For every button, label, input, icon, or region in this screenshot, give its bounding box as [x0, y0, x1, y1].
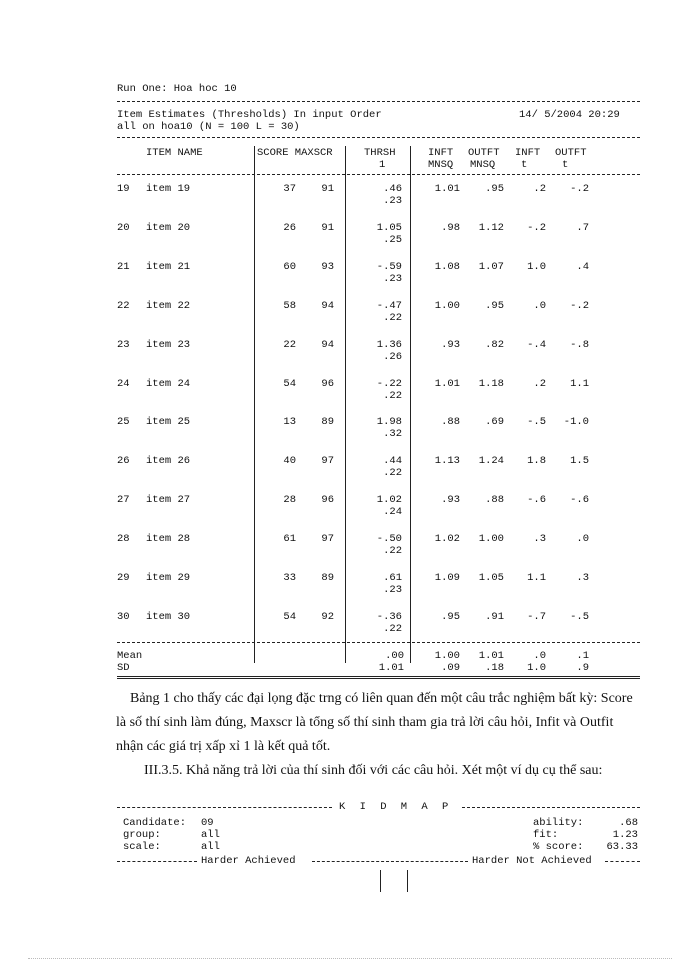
item-number: 21	[117, 261, 130, 273]
mean-inft-t: .0	[533, 650, 546, 662]
item-number: 26	[117, 455, 130, 467]
item-infit-t: .2	[533, 378, 546, 390]
item-outfit-t: -.6	[570, 494, 589, 506]
item-score: 26	[283, 222, 296, 234]
harder-not-achieved-label: Harder Not Achieved	[472, 855, 592, 867]
item-outfit-t: 1.5	[570, 455, 589, 467]
item-name: item 24	[146, 378, 191, 390]
item-threshold: -.50	[376, 533, 402, 545]
item-outfit-mnsq: .95	[485, 183, 504, 195]
item-outfit-mnsq: 1.24	[478, 455, 504, 467]
item-maxscr: 91	[321, 183, 334, 195]
table-header-rule	[117, 174, 640, 175]
mean-outft-mnsq: 1.01	[478, 650, 504, 662]
item-infit-mnsq: .95	[441, 611, 460, 623]
item-outfit-mnsq: .69	[485, 416, 504, 428]
item-name: item 23	[146, 339, 191, 351]
item-outfit-t: .3	[576, 572, 589, 584]
sd-label: SD	[117, 662, 130, 674]
col-thrsh-sub: 1	[379, 159, 386, 171]
header-rule-top	[117, 101, 640, 102]
item-infit-mnsq: 1.01	[434, 378, 460, 390]
item-threshold-error: .24	[383, 506, 402, 518]
item-maxscr: 89	[321, 416, 334, 428]
item-infit-t: 1.8	[527, 455, 546, 467]
kidmap-axis-left	[380, 870, 381, 892]
fit-value: 1.23	[612, 829, 638, 841]
item-outfit-t: -.2	[570, 300, 589, 312]
item-name: item 30	[146, 611, 191, 623]
item-threshold-error: .22	[383, 545, 402, 557]
score-value: 63.33	[606, 841, 638, 853]
item-infit-mnsq: 1.01	[434, 183, 460, 195]
kidmap-title-rule	[117, 800, 640, 814]
item-score: 54	[283, 611, 296, 623]
col-inft-t: INFT	[515, 147, 541, 159]
item-infit-mnsq: .93	[441, 494, 460, 506]
col-thrsh: THRSH	[364, 147, 396, 159]
col-outft-t: OUTFT	[555, 147, 587, 159]
paragraph-table-explanation: Bảng 1 cho thấy các đại lọng đặc trng có liên quan đến một câu trắc nghiệm bất kỳ: Score là số thí sinh làm đúng, Maxscr là tổng số thí sinh tham gia trả lời câu hỏi, Infit và Outfit nhận các giá trị xấp xỉ 1 là kết quả tốt.	[116, 691, 633, 754]
item-name: item 28	[146, 533, 191, 545]
item-threshold-error: .22	[383, 467, 402, 479]
item-maxscr: 97	[321, 533, 334, 545]
item-threshold-error: .22	[383, 312, 402, 324]
item-score: 40	[283, 455, 296, 467]
item-score: 22	[283, 339, 296, 351]
item-maxscr: 94	[321, 300, 334, 312]
group-value: all	[201, 829, 220, 841]
item-outfit-t: -1.0	[563, 416, 589, 428]
item-name: item 22	[146, 300, 191, 312]
item-infit-t: -.2	[527, 222, 546, 234]
sd-inft-t: 1.0	[527, 662, 546, 674]
mean-thrsh: .00	[385, 650, 404, 662]
item-infit-mnsq: .93	[441, 339, 460, 351]
item-threshold: -.22	[376, 378, 402, 390]
item-infit-t: -.4	[527, 339, 546, 351]
item-infit-t: 1.1	[527, 572, 546, 584]
score-label: % score:	[533, 841, 584, 853]
sd-outft-t: .9	[576, 662, 589, 674]
paragraph-section-heading: III.3.5. Khả năng trả lời của thí sinh đối với các câu hỏi. Xét một ví dụ cụ thể sau:	[144, 763, 603, 778]
item-threshold: 1.36	[376, 339, 402, 351]
scale-label: scale:	[123, 841, 161, 853]
group-label: group:	[123, 829, 161, 841]
item-maxscr: 97	[321, 455, 334, 467]
item-score: 13	[283, 416, 296, 428]
mean-outft-t: .1	[576, 650, 589, 662]
item-number: 22	[117, 300, 130, 312]
item-threshold: -.59	[376, 261, 402, 273]
item-outfit-mnsq: 1.07	[478, 261, 504, 273]
item-name: item 20	[146, 222, 191, 234]
item-threshold-error: .25	[383, 234, 402, 246]
item-name: item 19	[146, 183, 191, 195]
sd-thrsh: 1.01	[378, 662, 404, 674]
col-divider-2	[345, 146, 346, 663]
fit-label: fit:	[533, 829, 559, 841]
item-infit-t: .2	[533, 183, 546, 195]
col-item-name: ITEM NAME	[146, 147, 203, 159]
table-end-rule	[117, 676, 640, 679]
item-number: 19	[117, 183, 130, 195]
item-infit-mnsq: 1.02	[434, 533, 460, 545]
item-threshold: .61	[383, 572, 402, 584]
item-infit-t: -.6	[527, 494, 546, 506]
page-bottom-divider	[28, 958, 672, 959]
item-maxscr: 92	[321, 611, 334, 623]
item-number: 23	[117, 339, 130, 351]
item-score: 61	[283, 533, 296, 545]
item-name: item 29	[146, 572, 191, 584]
item-number: 28	[117, 533, 130, 545]
item-score: 58	[283, 300, 296, 312]
run-title: Run One: Hoa hoc 10	[117, 83, 237, 95]
item-threshold: 1.98	[376, 416, 402, 428]
item-score: 33	[283, 572, 296, 584]
sd-inft-mnsq: .09	[441, 662, 460, 674]
item-number: 30	[117, 611, 130, 623]
item-infit-t: .0	[533, 300, 546, 312]
item-outfit-mnsq: 1.00	[478, 533, 504, 545]
col-divider-3	[410, 146, 411, 663]
item-infit-t: -.7	[527, 611, 546, 623]
item-infit-mnsq: .98	[441, 222, 460, 234]
item-outfit-t: -.5	[570, 611, 589, 623]
col-outft-mnsq-sub: MNSQ	[470, 159, 496, 171]
ability-label: ability:	[533, 817, 584, 829]
item-threshold-error: .22	[383, 390, 402, 402]
kidmap-axis-right	[407, 870, 408, 892]
item-outfit-t: 1.1	[570, 378, 589, 390]
col-divider-1	[254, 146, 255, 663]
summary-rule	[117, 642, 640, 643]
item-name: item 21	[146, 261, 191, 273]
item-outfit-t: -.2	[570, 183, 589, 195]
col-inft-t-sub: t	[521, 159, 528, 171]
item-threshold: 1.05	[376, 222, 402, 234]
item-maxscr: 91	[321, 222, 334, 234]
item-number: 27	[117, 494, 130, 506]
col-outft-mnsq: OUTFT	[468, 147, 500, 159]
scale-value: all	[201, 841, 220, 853]
item-score: 60	[283, 261, 296, 273]
item-number: 20	[117, 222, 130, 234]
item-infit-mnsq: 1.00	[434, 300, 460, 312]
item-outfit-mnsq: .95	[485, 300, 504, 312]
item-infit-mnsq: 1.13	[434, 455, 460, 467]
item-threshold: 1.02	[376, 494, 402, 506]
item-infit-mnsq: .88	[441, 416, 460, 428]
item-name: item 27	[146, 494, 191, 506]
col-inft-mnsq-sub: MNSQ	[428, 159, 454, 171]
harder-achieved-label: Harder Achieved	[201, 855, 296, 867]
col-score-maxscr: SCORE MAXSCR	[257, 147, 333, 159]
item-outfit-mnsq: .82	[485, 339, 504, 351]
col-inft-mnsq: INFT	[428, 147, 454, 159]
item-name: item 25	[146, 416, 191, 428]
item-maxscr: 96	[321, 378, 334, 390]
item-number: 29	[117, 572, 130, 584]
harder-rule	[117, 854, 640, 868]
item-threshold-error: .23	[383, 273, 402, 285]
item-outfit-t: .7	[576, 222, 589, 234]
item-outfit-mnsq: 1.05	[478, 572, 504, 584]
item-infit-mnsq: 1.08	[434, 261, 460, 273]
item-threshold: -.47	[376, 300, 402, 312]
item-score: 37	[283, 183, 296, 195]
item-outfit-t: .4	[576, 261, 589, 273]
item-outfit-mnsq: 1.12	[478, 222, 504, 234]
item-name: item 26	[146, 455, 191, 467]
item-threshold-error: .23	[383, 195, 402, 207]
item-outfit-mnsq: 1.18	[478, 378, 504, 390]
item-infit-t: -.5	[527, 416, 546, 428]
item-maxscr: 93	[321, 261, 334, 273]
item-threshold-error: .32	[383, 428, 402, 440]
col-outft-t-sub: t	[562, 159, 569, 171]
item-threshold-error: .26	[383, 351, 402, 363]
sd-outft-mnsq: .18	[485, 662, 504, 674]
candidate-value: 09	[201, 817, 214, 829]
kidmap-title: K I D M A P	[339, 801, 453, 813]
item-threshold-error: .22	[383, 623, 402, 635]
item-outfit-t: -.8	[570, 339, 589, 351]
item-infit-t: .3	[533, 533, 546, 545]
candidate-label: Candidate:	[123, 817, 187, 829]
item-infit-t: 1.0	[527, 261, 546, 273]
mean-label: Mean	[117, 650, 143, 662]
item-maxscr: 96	[321, 494, 334, 506]
item-score: 28	[283, 494, 296, 506]
estimates-title: Item Estimates (Thresholds) In input Order	[117, 109, 382, 121]
item-threshold: -.36	[376, 611, 402, 623]
sample-info: all on hoa10 (N = 100 L = 30)	[117, 121, 300, 133]
item-outfit-t: .0	[576, 533, 589, 545]
item-score: 54	[283, 378, 296, 390]
item-infit-mnsq: 1.09	[434, 572, 460, 584]
ability-value: .68	[619, 817, 638, 829]
item-threshold-error: .23	[383, 584, 402, 596]
item-outfit-mnsq: .88	[485, 494, 504, 506]
item-maxscr: 94	[321, 339, 334, 351]
item-threshold: .44	[383, 455, 402, 467]
report-date: 14/ 5/2004 20:29	[519, 109, 620, 121]
mean-inft-mnsq: 1.00	[434, 650, 460, 662]
header-rule-mid	[117, 137, 640, 138]
item-threshold: .46	[383, 183, 402, 195]
item-number: 25	[117, 416, 130, 428]
item-number: 24	[117, 378, 130, 390]
item-outfit-mnsq: .91	[485, 611, 504, 623]
item-maxscr: 89	[321, 572, 334, 584]
